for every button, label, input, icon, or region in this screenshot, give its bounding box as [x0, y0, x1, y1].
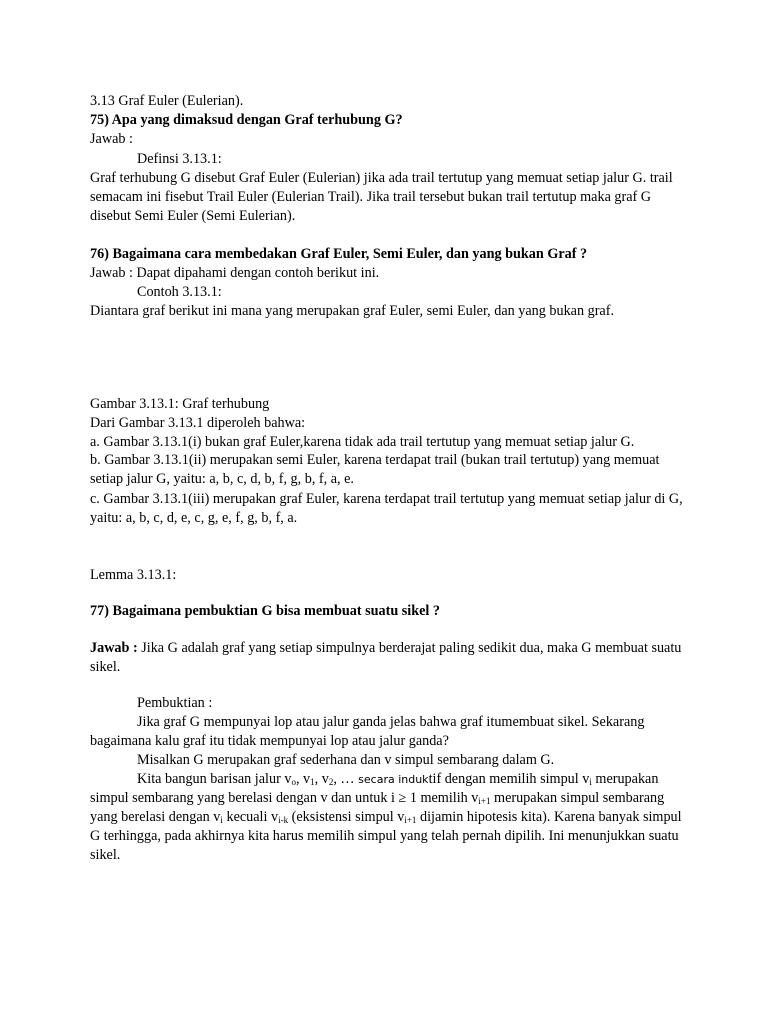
item-c: c. Gambar 3.13.1(iii) merupakan graf Euler, karena terdapat trail tertutup yang memuat setiap jalur di G, yaitu: a, b, c, d, e, c, g, e, f, g, b, f, a. [90, 491, 683, 526]
definition-label: Definsi 3.13.1: [137, 151, 222, 167]
proof-paragraph-2: Misalkan G merupakan graf sederhana dan v simpul sembarang dalam G. [137, 752, 555, 768]
proof-text: Kita bangun barisan jalur v [137, 771, 292, 787]
proof-text: , … [333, 771, 355, 787]
proof-text: dijamin hipotesis kita). Karena banyak simpul G terhingga, pada akhirnya kita harus memilih simpul yang telah pernah dipilih. Ini menunjukkan suatu sikel. [90, 809, 682, 863]
proof-paragraph-1: Jika graf G mempunyai lop atau jalur ganda jelas bahwa graf itumembuat sikel. Sekarang bagaimana kalu graf itu tidak mempunyai lop atau jalur ganda? [90, 714, 645, 749]
answer-label-3: Jawab : [90, 640, 138, 656]
question-75: 75) Apa yang dimaksud dengan Graf terhubung G? [90, 112, 403, 128]
proof-text: , v [314, 771, 329, 787]
proof-text: kecuali v [222, 809, 279, 825]
answer-3-text: Jika G adalah graf yang setiap simpulnya berderajat paling sedikit dua, maka G membuat suatu sikel. [90, 640, 682, 675]
subscript: 1 [310, 777, 315, 787]
example-text: Diantara graf berikut ini mana yang merupakan graf Euler, semi Euler, dan yang bukan graf. [90, 303, 614, 319]
subscript: i [220, 815, 223, 825]
section-heading: 3.13 Graf Euler (Eulerian). [90, 93, 244, 109]
subscript: i+1 [404, 815, 417, 825]
proof-text: , v [295, 771, 311, 787]
definition-text: Graf terhubung G disebut Graf Euler (Eulerian) jika ada trail tertutup yang memuat setiap jalur G. trail semacam ini fisebut Trail Euler (Eulerian Trail). Jika trail tersebut bukan trail tertutup maka graf G disebut Semi Euler (Semi Eulerian). [90, 170, 673, 224]
proof-paragraph-3 [90, 770, 690, 865]
proof-label: Pembuktian : [137, 695, 213, 711]
item-b: b. Gambar 3.13.1(ii) merupakan semi Euler, karena terdapat trail (bukan trail tertutup) yang memuat setiap jalur G, yaitu: a, b, c, d, b, f, g, b, f, a, e. [90, 452, 660, 487]
question-77: 77) Bagaimana pembuktian G bisa membuat suatu sikel ? [90, 603, 441, 619]
proof-text: merupakan simpul sembarang yang berelasi dengan v dan untuk i ≥ 1 memilih v [90, 771, 659, 806]
subscript: i [589, 777, 592, 787]
item-a: a. Gambar 3.13.1(i) bukan graf Euler,karena tidak ada trail tertutup yang memuat setiap jalur G. [90, 434, 635, 450]
question-76: 76) Bagaimana cara membedakan Graf Euler, Semi Euler, dan yang bukan Graf ? [90, 246, 588, 262]
proof-text: (eksistensi simpul v [288, 809, 405, 825]
proof-text: tif dengan memilih simpul v [428, 771, 590, 787]
proof-text-small: secara induk [358, 773, 429, 786]
example-label: Contoh 3.13.1: [137, 284, 222, 300]
proof-text: merupakan simpul sembarang yang berelasi dengan v [90, 790, 665, 825]
subscript: i-k [278, 815, 289, 825]
lemma-label: Lemma 3.13.1: [90, 567, 177, 583]
answer-3 [90, 639, 690, 677]
answer-label-1: Jawab : [90, 131, 133, 147]
subscript: 2 [328, 777, 334, 787]
subscript: i+1 [478, 796, 491, 806]
figure-caption: Gambar 3.13.1: Graf terhubung [90, 396, 270, 412]
subscript: o [291, 777, 296, 787]
figure-intro: Dari Gambar 3.13.1 diperoleh bahwa: [90, 415, 306, 431]
answer-label-2: Jawab : Dapat dipahami dengan contoh berikut ini. [90, 265, 380, 281]
